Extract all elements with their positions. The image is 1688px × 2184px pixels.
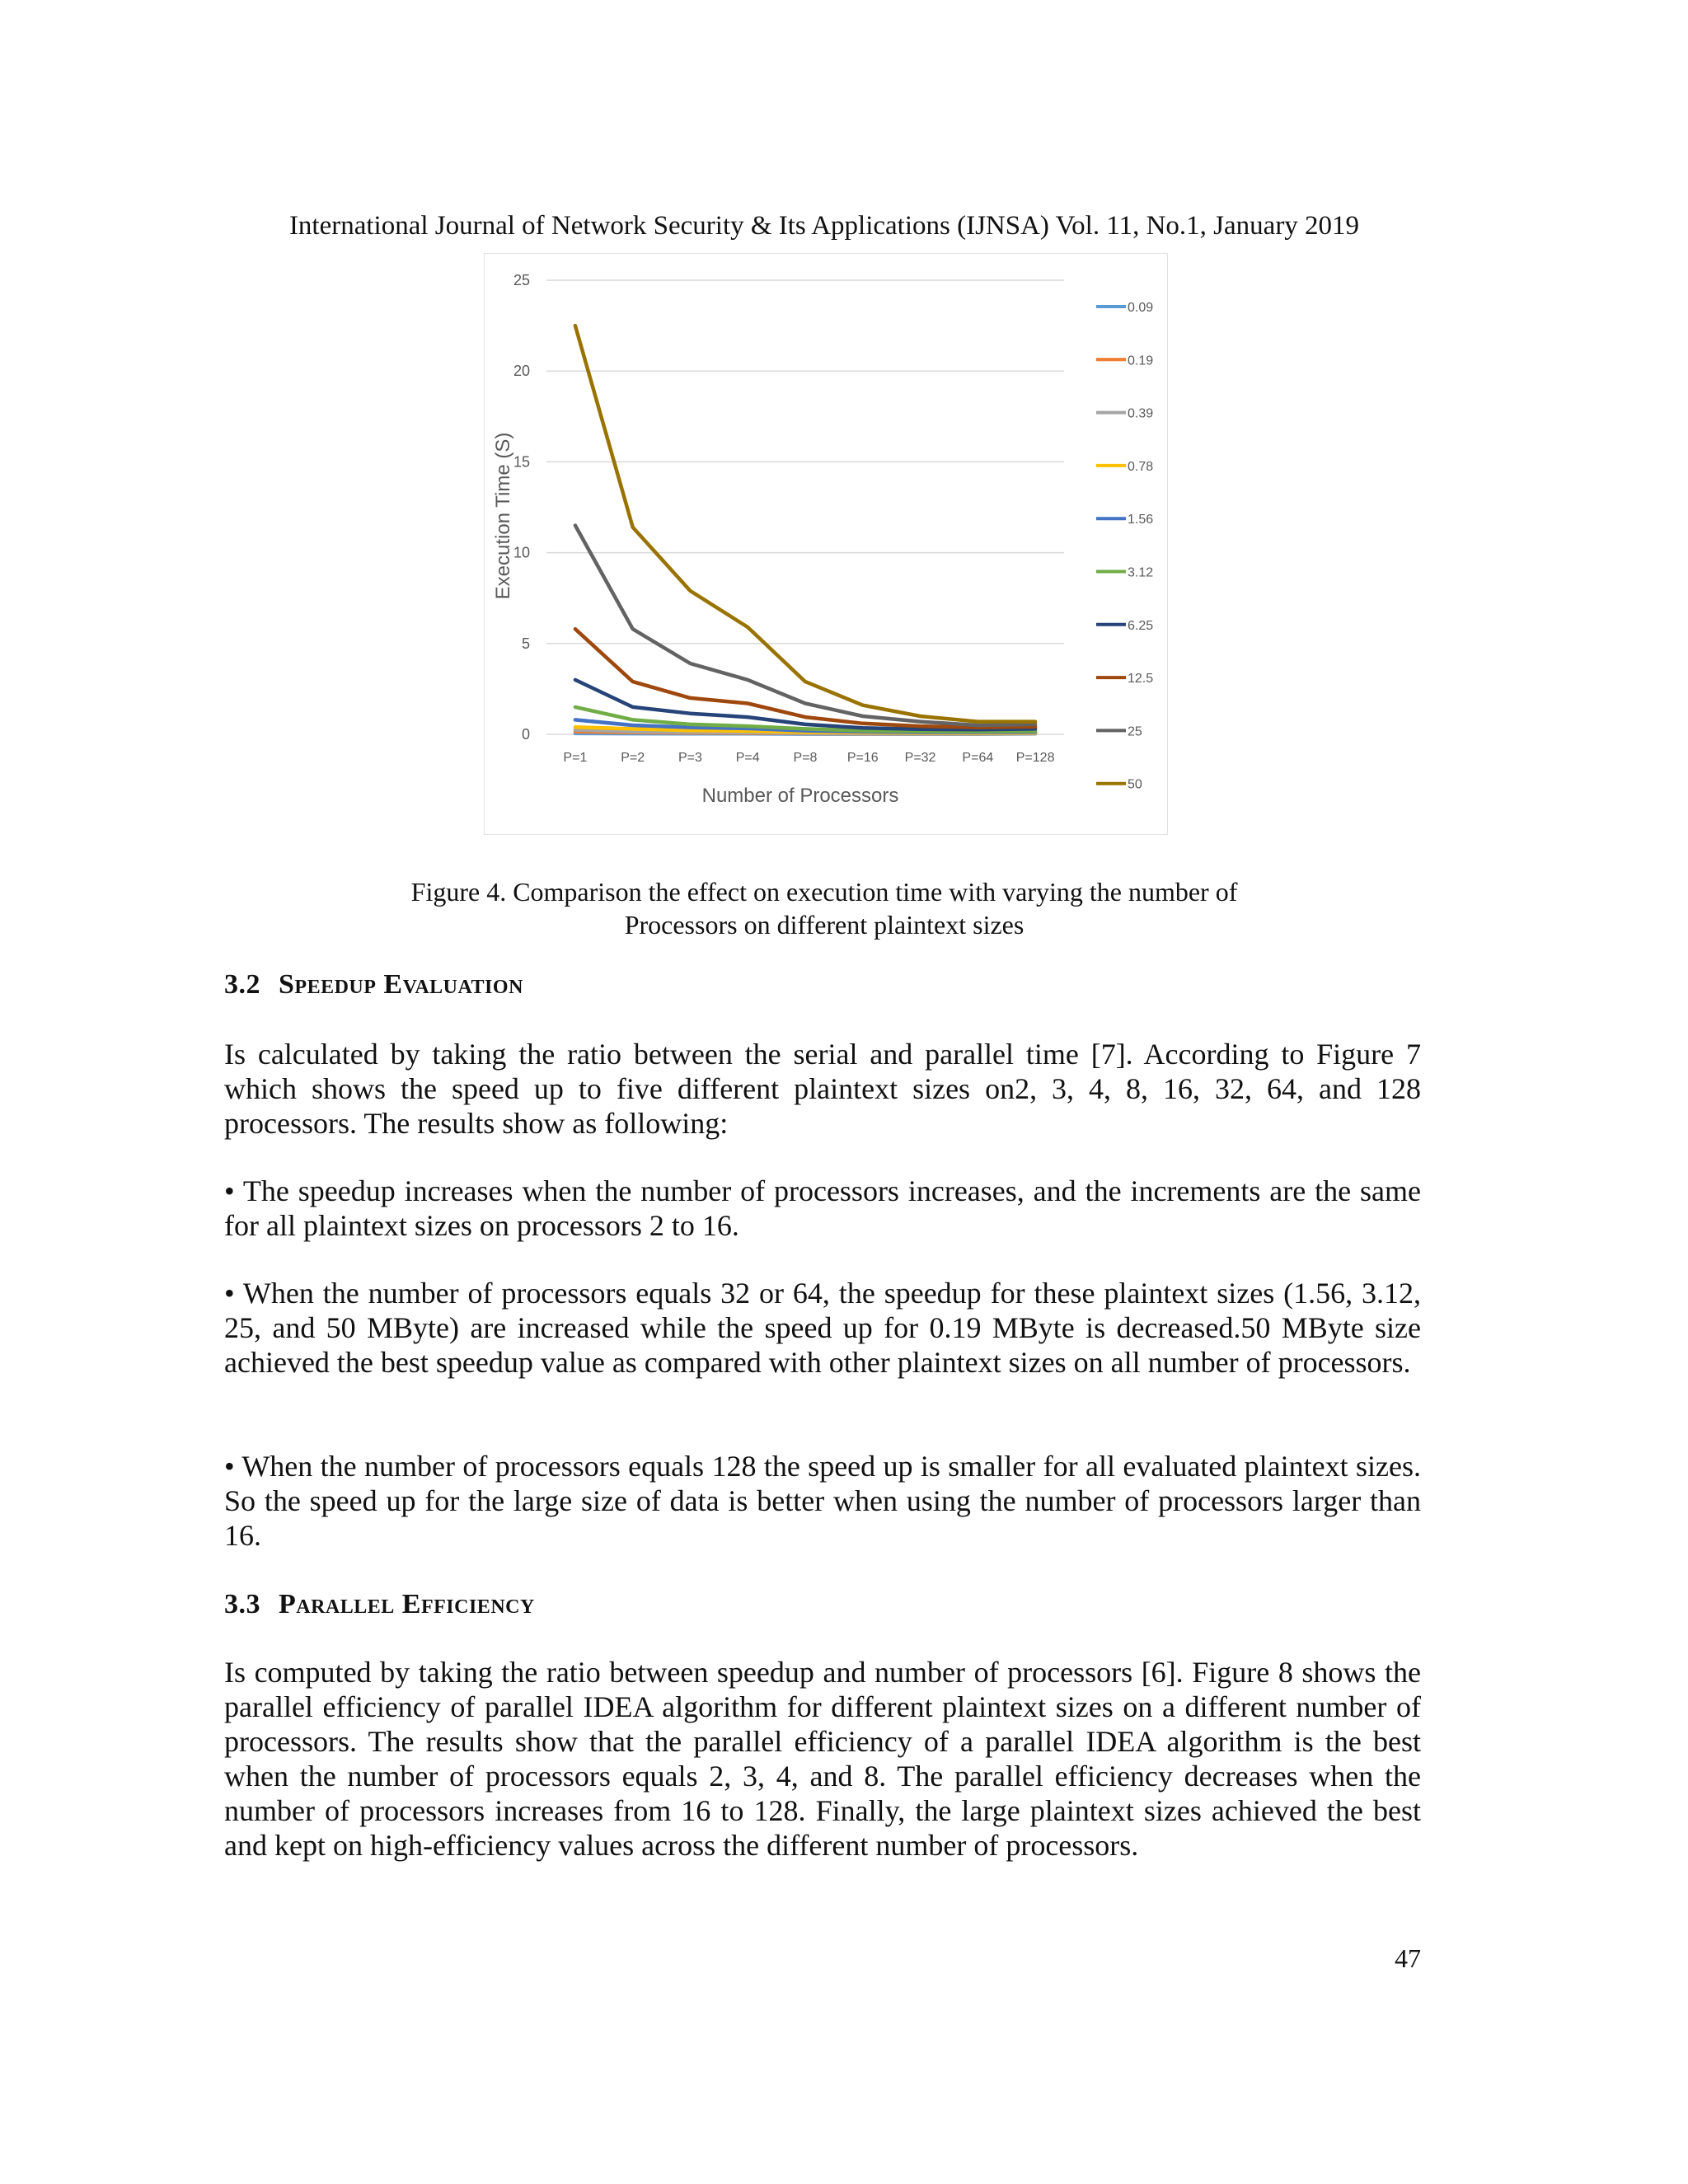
legend-label-6.25: 6.25 <box>1128 618 1154 633</box>
section-number: 3.2 <box>224 969 260 1000</box>
legend-label-0.09: 0.09 <box>1128 301 1154 315</box>
paragraph-speedup-bullet-3: • When the number of processors equals 128 the speed up is smaller for all evaluated plaintext sizes. So the speed up for the large size of data is better when using the number of processors larger than 16. <box>224 1450 1421 1552</box>
legend-label-0.78: 0.78 <box>1128 459 1154 474</box>
series-lines <box>575 326 1035 733</box>
legend-label-0.39: 0.39 <box>1128 406 1154 421</box>
x-tick-label: P=64 <box>962 751 994 765</box>
figure-caption <box>247 875 1401 941</box>
y-tick-label: 10 <box>513 544 530 561</box>
x-tick-label: P=3 <box>678 751 702 765</box>
y-tick-labels <box>513 272 530 743</box>
series-line-50 <box>575 326 1035 721</box>
y-tick-label: 0 <box>521 726 530 743</box>
legend-label-1.56: 1.56 <box>1128 513 1154 527</box>
x-tick-label: P=16 <box>846 751 879 765</box>
x-tick-labels <box>563 751 1054 765</box>
x-tick-label: P=4 <box>735 751 760 765</box>
section-heading-3-3 <box>224 1589 535 1620</box>
y-tick-label: 5 <box>521 635 530 652</box>
legend-label-12.5: 12.5 <box>1128 672 1154 687</box>
y-axis-label: Execution Time (S) <box>492 432 514 600</box>
running-head: International Journal of Network Security & Its Applications (IJNSA) Vol. 11, No.1, January 2019 <box>288 211 1360 241</box>
x-axis-label: Number of Processors <box>701 785 899 807</box>
page-number: 47 <box>1395 1943 1421 1973</box>
legend-label-25: 25 <box>1128 724 1142 739</box>
legend-label-50: 50 <box>1128 777 1142 792</box>
section-title: Parallel Efficiency <box>279 1589 535 1619</box>
section-title: Speedup Evaluation <box>279 969 523 1000</box>
chart-svg <box>485 254 1169 836</box>
figure-caption-line-1: Figure 4. Comparison the effect on execution time with varying the number of <box>410 877 1238 907</box>
execution-time-chart <box>484 253 1168 835</box>
figure-caption-line-2: Processors on different plaintext sizes <box>624 910 1025 940</box>
y-tick-label: 20 <box>513 363 530 380</box>
y-tick-label: 15 <box>513 453 530 471</box>
x-tick-label: P=32 <box>904 751 936 765</box>
legend <box>1096 301 1153 792</box>
grid-layer <box>546 280 1064 734</box>
paragraph-speedup-bullet-1: • The speedup increases when the number of processors increases, and the increments are the same for all plaintext sizes on processors 2 to 16. <box>224 1174 1421 1242</box>
series-line-25 <box>575 526 1035 726</box>
x-tick-label: P=2 <box>621 751 645 765</box>
section-number: 3.3 <box>224 1589 260 1619</box>
section-heading-3-2 <box>224 969 523 1001</box>
legend-label-3.12: 3.12 <box>1128 565 1154 580</box>
x-tick-label: P=1 <box>563 751 588 765</box>
y-tick-label: 25 <box>513 272 530 288</box>
legend-label-0.19: 0.19 <box>1128 354 1154 368</box>
paragraph-speedup-bullet-2: • When the number of processors equals 32 or 64, the speedup for these plaintext sizes (1.56, 3.12, 25, and 50 MByte) are increased while the speed up for 0.19 MByte is decreased.50 MByte size achieved the best speedup value as compared with other plaintext sizes on all number of processors. <box>224 1277 1421 1379</box>
x-tick-label: P=8 <box>793 751 818 765</box>
paragraph-speedup-intro: Is calculated by taking the ratio between the serial and parallel time [7]. According to Figure 7 which shows the speed up to five different plaintext sizes on2, 3, 4, 8, 16, 32, 64, and 128 processors. The results show as following: <box>224 1038 1421 1140</box>
x-tick-label: P=128 <box>1015 751 1055 765</box>
paragraph-efficiency: Is computed by taking the ratio between speedup and number of processors [6]. Figure 8 shows the parallel efficiency of parallel IDEA algorithm for different plaintext sizes on a different number of processors. The results show that the parallel efficiency of a parallel IDEA algorithm is the best when the number of processors equals 2, 3, 4, and 8. The parallel efficiency decreases when the number of processors increases from 16 to 128. Finally, the large plaintext sizes achieved the best and kept on high-efficiency values across the different number of processors. <box>224 1656 1421 1862</box>
